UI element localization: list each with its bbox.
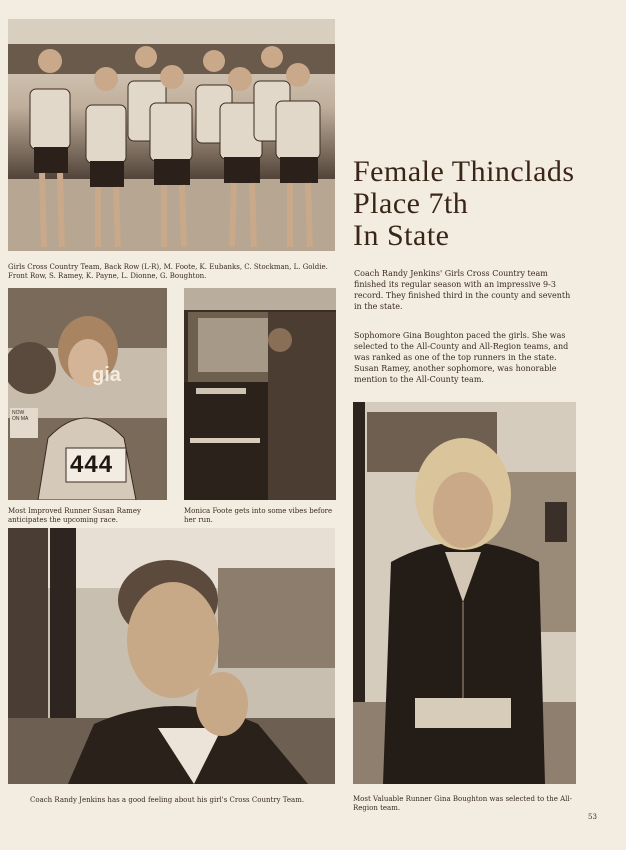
foote-photo-caption: Monica Foote gets into some vibes before her run. <box>184 507 333 524</box>
boughton-photo-illustration <box>353 402 576 784</box>
page-number: 53 <box>588 813 597 821</box>
boughton-photo <box>353 402 576 784</box>
article-paragraph-2: Sophomore Gina Boughton paced the girls. She was selected to the All-County and All-Region teams, and was ranked as one of the top runners in the state. Susan Ramey, another sophomore, was honorable mention to the All-County team. <box>354 331 569 384</box>
article-paragraph-1: Coach Randy Jenkins' Girls Cross Country team finished its regular season with an impressive 9-3 record. They finished third in the county and seventh in the state. <box>354 269 571 311</box>
sign-text: gia <box>92 364 121 386</box>
headline-line-1: Female Thinclads <box>353 155 575 188</box>
foote-photo <box>184 288 336 500</box>
ramey-photo <box>8 288 167 500</box>
race-bib-number: 444 <box>70 451 114 478</box>
coach-photo-caption: Coach Randy Jenkins has a good feeling about his girl's Cross Country Team. <box>30 796 305 804</box>
coach-photo-illustration <box>8 528 335 784</box>
ramey-photo-caption: Most Improved Runner Susan Ramey anticipates the upcoming race. <box>8 507 141 524</box>
article-headline <box>353 156 613 252</box>
team-photo <box>8 19 335 251</box>
sign-small-text: NOW ON MA <box>12 410 29 422</box>
foote-photo-illustration <box>184 288 336 500</box>
headline-line-2: Place 7th <box>353 187 469 220</box>
team-photo-illustration <box>8 19 335 251</box>
headline-line-3: In State <box>353 219 450 252</box>
team-photo-caption: Girls Cross Country Team, Back Row (L-R), M. Foote, K. Eubanks, C. Stockman, L. Goldie. Front Row, S. Ramey, K. Payne, L. Dionne, G. Boughton. <box>8 263 328 280</box>
boughton-photo-caption: Most Valuable Runner Gina Boughton was selected to the All-Region team. <box>353 795 572 812</box>
coach-photo <box>8 528 335 784</box>
